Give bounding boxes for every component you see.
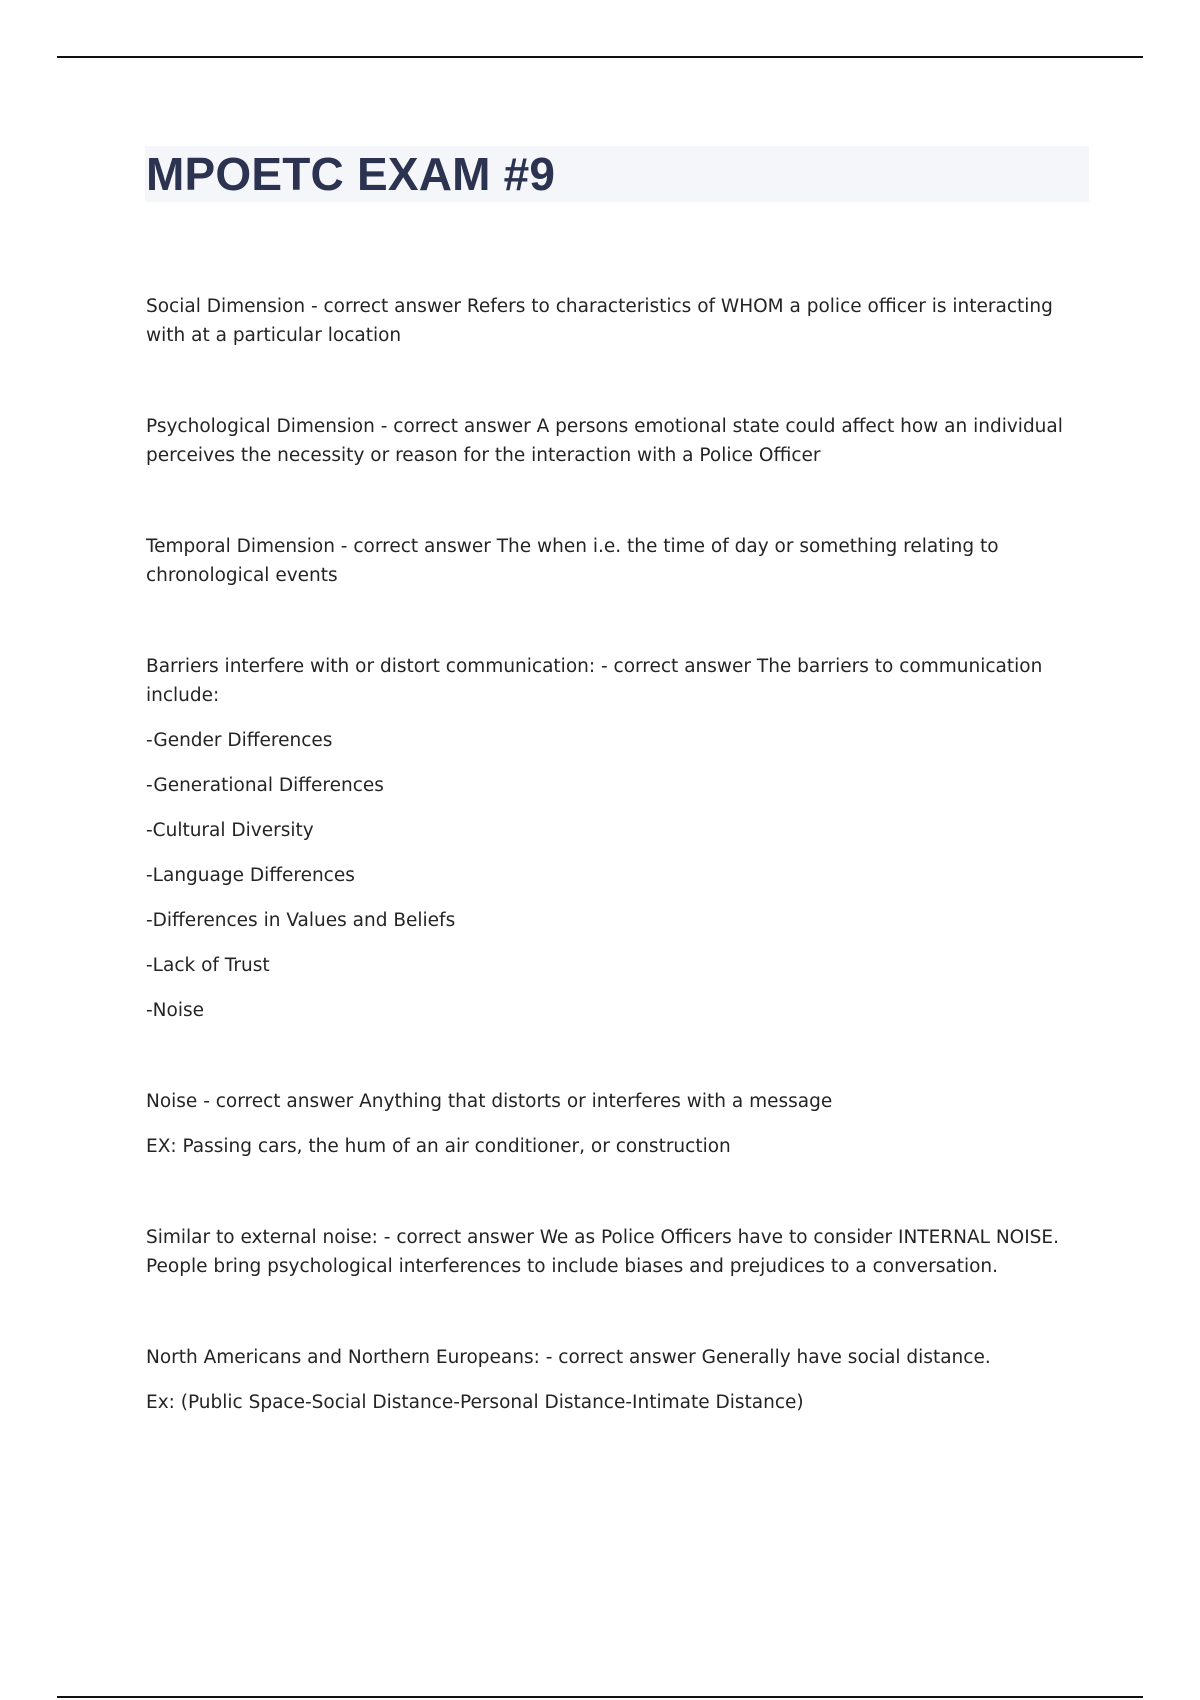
qa-card <box>146 292 1076 350</box>
bottom-divider <box>57 1696 1143 1698</box>
qa-example: EX: Passing cars, the hum of an air conditioner, or construction <box>146 1136 731 1157</box>
qa-card <box>146 412 1076 470</box>
list-item: -Language Differences <box>146 865 355 886</box>
list-item: -Noise <box>146 1000 204 1021</box>
qa-text: Similar to external noise: - correct answer We as Police Officers have to consider INTERNAL NOISE. People bring psychological interferences to include biases and prejudices to a conversation. <box>146 1227 1059 1277</box>
top-divider <box>57 56 1143 58</box>
list-item: -Differences in Values and Beliefs <box>146 910 456 931</box>
qa-card <box>146 532 1076 590</box>
qa-text: Noise - correct answer Anything that distorts or interferes with a message <box>146 1091 833 1112</box>
list-item: -Generational Differences <box>146 775 384 796</box>
qa-card <box>146 652 1076 1025</box>
list-item: -Lack of Trust <box>146 955 270 976</box>
qa-card <box>146 1223 1076 1281</box>
list-item: -Cultural Diversity <box>146 820 314 841</box>
document-body <box>146 292 1076 1479</box>
qa-text: Temporal Dimension - correct answer The when i.e. the time of day or something relating to chronological events <box>146 536 999 586</box>
qa-card <box>146 1343 1076 1417</box>
qa-text: North Americans and Northern Europeans: - correct answer Generally have social distance. <box>146 1347 991 1368</box>
qa-example: Ex: (Public Space-Social Distance-Personal Distance-Intimate Distance) <box>146 1392 804 1413</box>
list-item: -Gender Differences <box>146 730 333 751</box>
qa-text: Barriers interfere with or distort communication: - correct answer The barriers to communication include: <box>146 656 1043 706</box>
qa-text: Social Dimension - correct answer Refers to characteristics of WHOM a police officer is interacting with at a particular location <box>146 296 1053 346</box>
qa-card <box>146 1087 1076 1161</box>
document-title: MPOETC EXAM #9 <box>146 148 556 200</box>
qa-text: Psychological Dimension - correct answer A persons emotional state could affect how an individual perceives the necessity or reason for the interaction with a Police Officer <box>146 416 1063 466</box>
